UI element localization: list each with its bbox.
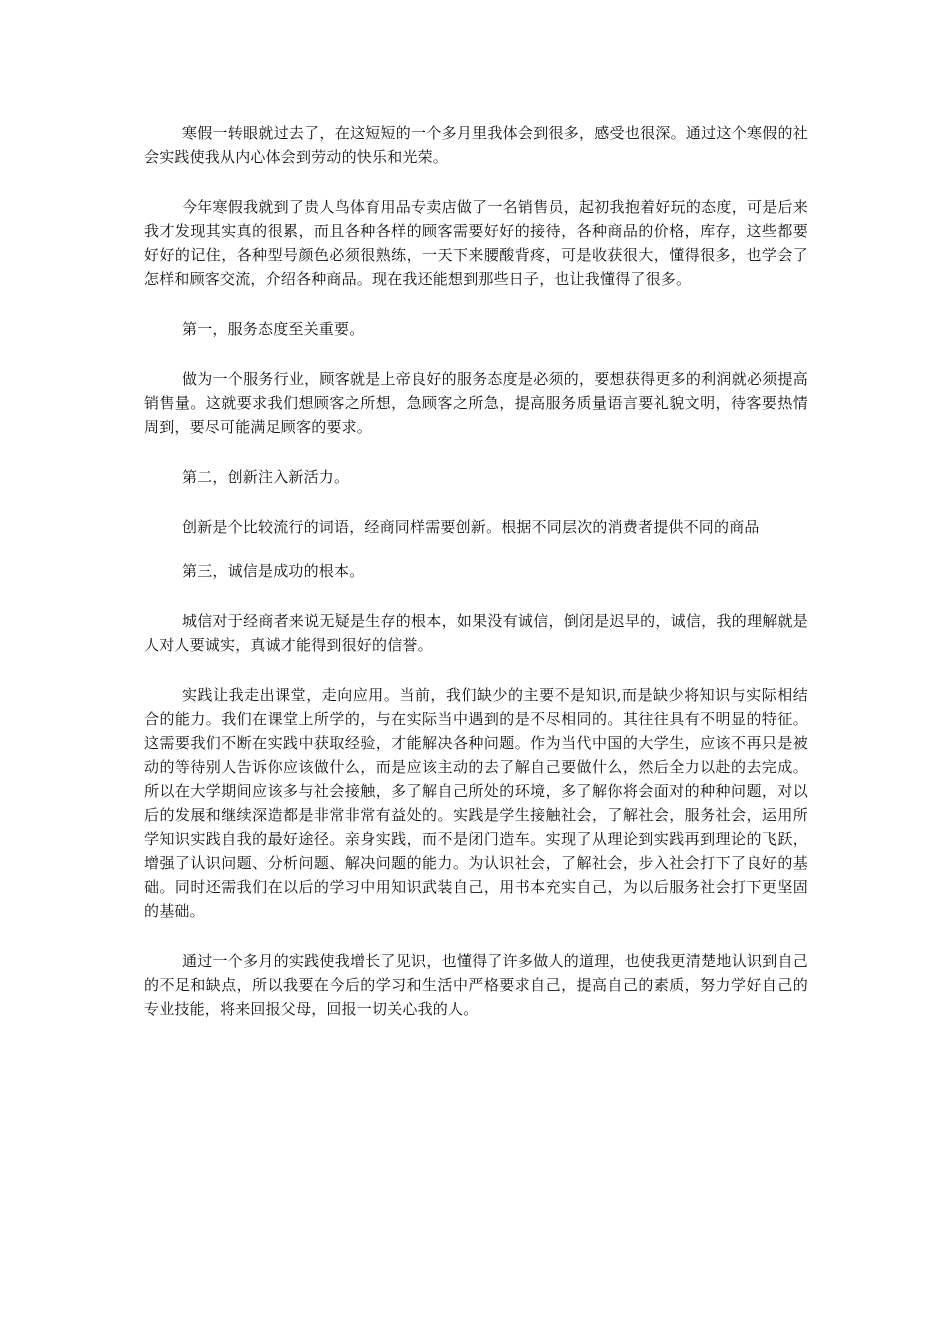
paragraph-integrity: 城信对于经商者来说无疑是生存的根本，如果没有诚信，倒闭是迟早的，诚信，我的理解就是人对人要诚实，真诚才能得到很好的信誉。 — [144, 612, 808, 654]
document-body — [144, 121, 808, 1021]
paragraph-conclusion: 通过一个多月的实践使我增长了见识，也懂得了许多做人的道理，也使我更清楚地认识到自己的不足和缺点，所以我要在今后的学习和生活中严格要求自己，提高自己的素质，努力学好自己的专业技能，将来回报父母，回报一切关心我的人。 — [144, 952, 808, 1018]
heading-point-three: 第三，诚信是成功的根本。 — [182, 562, 365, 580]
paragraph-work-experience: 今年寒假我就到了贵人鸟体育用品专卖店做了一名销售员，起初我抱着好玩的态度，可是后来我才发现其实真的很累，而且各种各样的顾客需要好好的接待，各种商品的价格，库存，这些都要好好的记住，各种型号颜色必须很熟练，一天下来腰酸背疼，可是收获很大，懂得很多，也学会了怎样和顾客交流，介绍各种商品。现在我还能想到那些日子，也让我懂得了很多。 — [144, 198, 808, 288]
heading-point-two: 第二，创新注入新活力。 — [182, 468, 350, 486]
heading-point-one: 第一，服务态度至关重要。 — [182, 320, 365, 338]
paragraph-innovation: 创新是个比较流行的词语，经商同样需要创新。根据不同层次的消费者提供不同的商品 — [182, 518, 760, 536]
paragraph-intro: 寒假一转眼就过去了，在这短短的一个多月里我体会到很多，感受也很深。通过这个寒假的社会实践使我从内心体会到劳动的快乐和光荣。 — [144, 124, 808, 166]
paragraph-service-attitude: 做为一个服务行业，顾客就是上帝良好的服务态度是必须的，要想获得更多的利润就必须提高销售量。这就要求我们想顾客之所想，急顾客之所急，提高服务质量语言要礼貌文明，待客要热情周到，要尽可能满足顾客的要求。 — [144, 370, 808, 436]
paragraph-practice: 实践让我走出课堂，走向应用。当前，我们缺少的主要不是知识,而是缺少将知识与实际相结合的能力。我们在课堂上所学的，与在实际当中遇到的是不尽相同的。其往往具有不明显的特征。这需要我们不断在实践中获取经验，才能解决各种问题。作为当代中国的大学生，应该不再只是被动的等待别人告诉你应该做什么，而是应该主动的去了解自己要做什么，然后全力以赴的去完成。所以在大学期间应该多与社会接触，多了解自己所处的环境，多了解你将会面对的种种问题，对以后的发展和继续深造都是非常非常有益处的。实践是学生接触社会，了解社会，服务社会，运用所学知识实践自我的最好途径。亲身实践，而不是闭门造车。实现了从理论到实践再到理论的飞跃，增强了认识问题、分析问题、解决问题的能力。为认识社会，了解社会，步入社会打下了良好的基础。同时还需我们在以后的学习中用知识武装自己，用书本充实自己，为以后服务社会打下更坚固的基础。 — [144, 686, 808, 920]
